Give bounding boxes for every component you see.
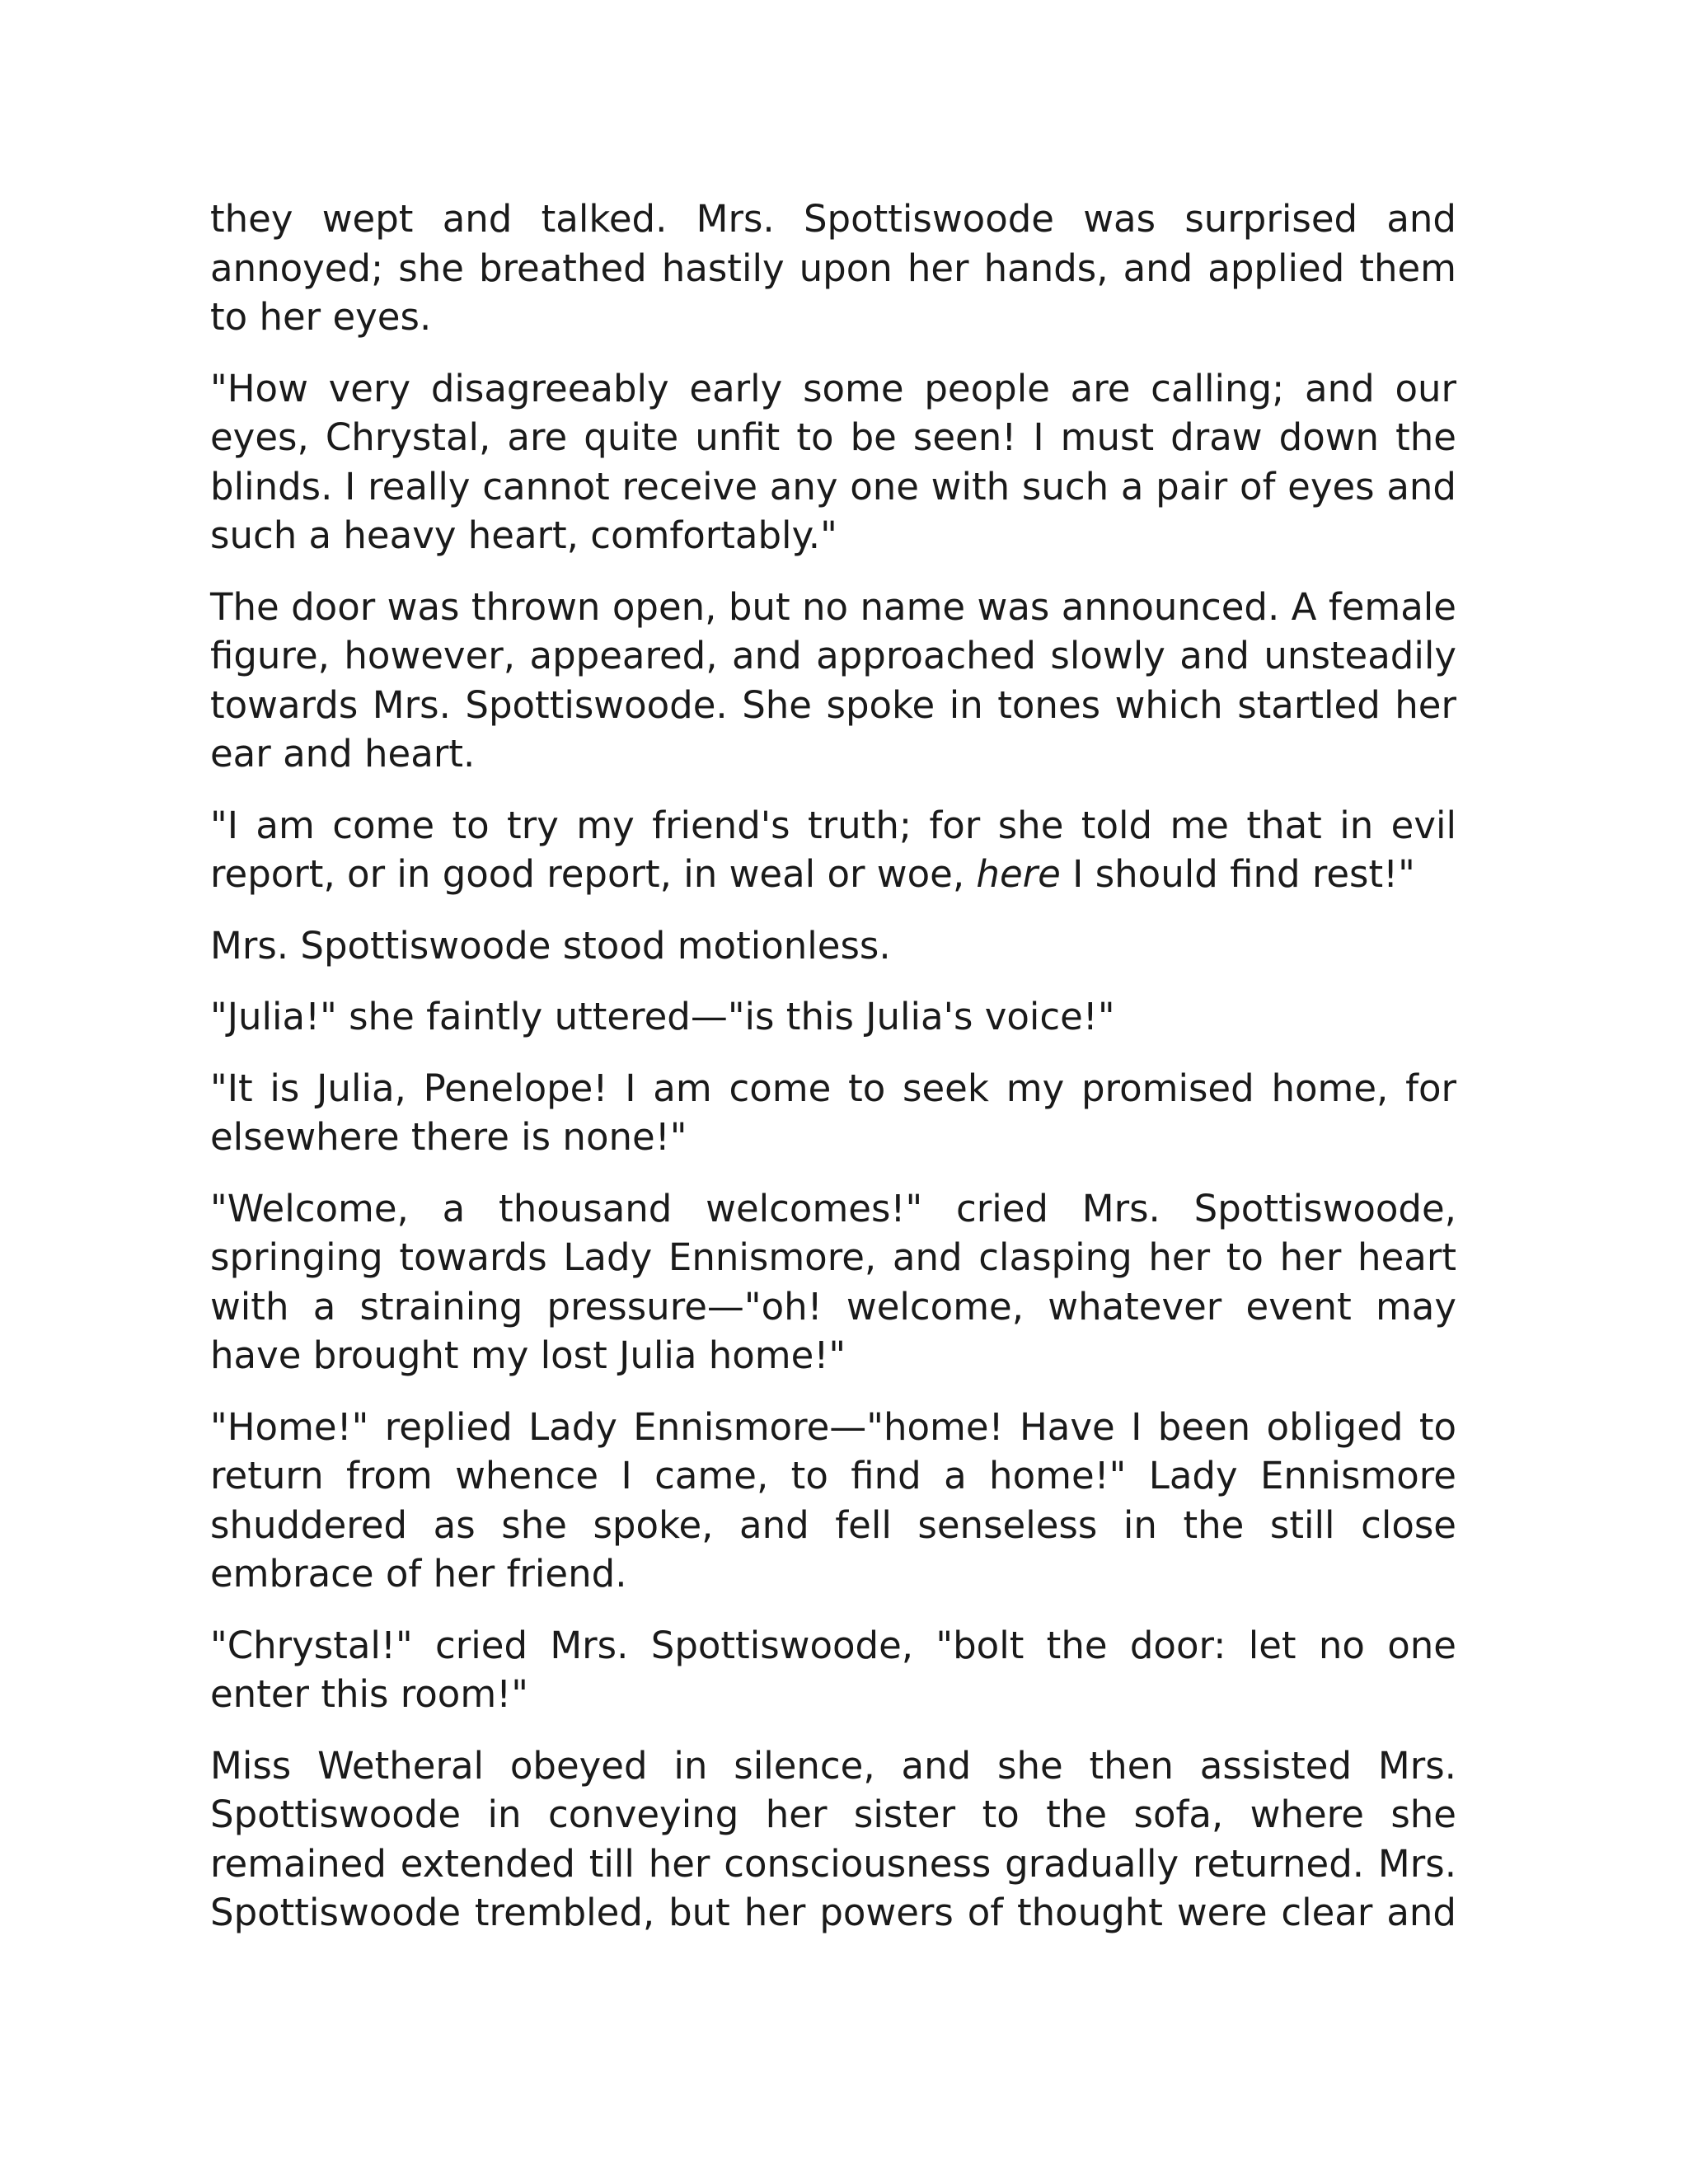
paragraph-4-text-after: I should find rest!" xyxy=(1060,852,1415,896)
paragraph-2: "How very disagreeably early some people are calling; and our eyes, Chrystal, are quite unfit to be seen! I must draw down the blinds. I really cannot receive any one with such a pair of eyes and such a heavy heart, comfortably." xyxy=(210,366,1456,557)
page-body xyxy=(210,194,1456,1960)
paragraph-11: Miss Wetheral obeyed in silence, and she then assisted Mrs. Spottiswoode in conveying her sister to the sofa, where she remained extended till her consciousness gradually returned. Mrs. Spottiswoode trembled, but her powers of thought were clear and xyxy=(210,1743,1456,1934)
paragraph-9: "Home!" replied Lady Ennismore—"home! Have I been obliged to return from whence I came, to find a home!" Lady Ennismore shuddered as she spoke, and fell senseless in the still close embrace of her friend. xyxy=(210,1404,1456,1596)
paragraph-8: "Welcome, a thousand welcomes!" cried Mrs. Spottiswoode, springing towards Lady Ennismore, and clasping her to her heart with a straining pressure—"oh! welcome, whatever event may have brought my lost Julia home!" xyxy=(210,1186,1456,1377)
paragraph-4-text-before: "I am come to try my friend's truth; for she told me that in evil report, or in good report, in weal or woe, xyxy=(210,803,1456,896)
paragraph-10: "Chrystal!" cried Mrs. Spottiswoode, "bolt the door: let no one enter this room!" xyxy=(210,1623,1456,1716)
paragraph-6: "Julia!" she faintly uttered—"is this Julia's voice!" xyxy=(210,995,1115,1038)
paragraph-3: The door was thrown open, but no name was announced. A female figure, however, appeared, and approached slowly and unsteadily towards Mrs. Spottiswoode. She spoke in tones which startled her ear and heart. xyxy=(210,584,1456,776)
paragraph-4-emphasis: here xyxy=(976,852,1061,896)
paragraph-1: they wept and talked. Mrs. Spottiswoode was surprised and annoyed; she breathed hastily upon her hands, and applied them to her eyes. xyxy=(210,197,1456,339)
paragraph-5: Mrs. Spottiswoode stood motionless. xyxy=(210,923,891,968)
paragraph-7: "It is Julia, Penelope! I am come to seek my promised home, for elsewhere there is none!" xyxy=(210,1066,1456,1159)
paragraph-4 xyxy=(210,801,1456,899)
